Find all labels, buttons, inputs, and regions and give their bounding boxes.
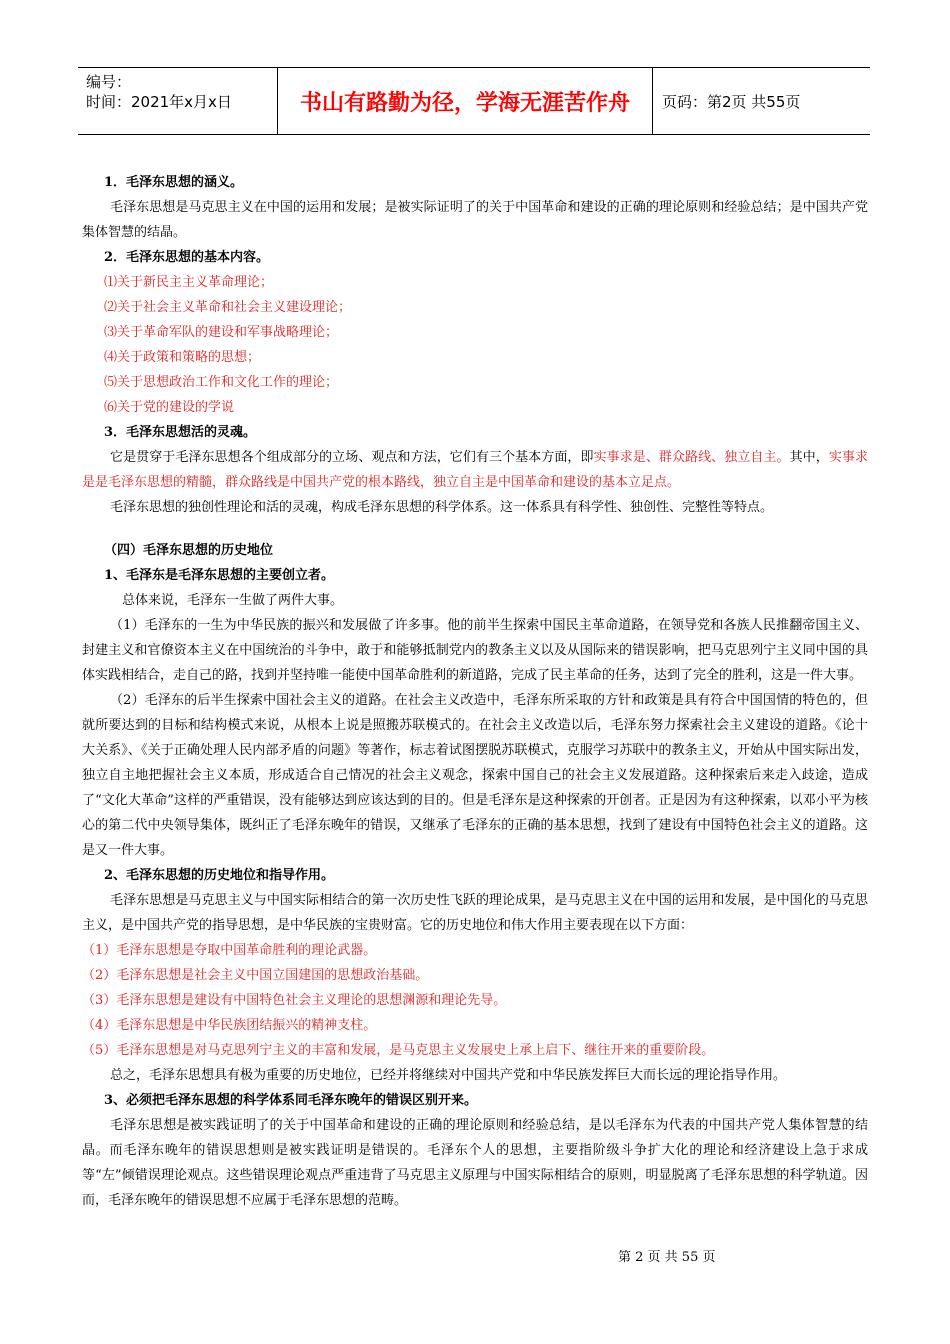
header-meta bbox=[78, 68, 278, 134]
header-page-info: 页码：第2页 共55页 bbox=[662, 92, 801, 111]
section-4-3-title: 3、必须把毛泽东思想的科学体系同毛泽东晚年的错误区别开来。 bbox=[104, 1093, 478, 1108]
s3-text-b: 其中， bbox=[789, 450, 829, 465]
section-4-1-paragraph-2: （2）毛泽东的后半生探索中国社会主义的道路。在社会主义改造中，毛泽东所采取的方针和政策是具有符合中国国情的特色的，但就所要达到的目标和结构模式来说，从根本上说是照搬苏联模式的。在社会主义改造以后，毛泽东努力探索社会主义建设的道路。《论十大关系》、《关于正确处理人民内部矛盾的问题》等著作，标志着试图摆脱苏联模式，克服学习苏联中的教条主义，开始从中国实际出发，独立自主地把握社会主义本质，形成适合自己情况的社会主义观念，探索中国自己的社会主义发展道路。这种探索后来走入歧途，造成了“文化大革命”这样的严重错误，没有能够达到应该达到的目的。但是毛泽东是这种探索的开创者。正是因为有这种探索，以邓小平为核心的第二代中央领导集体，既纠正了毛泽东晚年的错误，又继承了毛泽东的正确的基本思想，找到了建设有中国特色社会主义的道路。这是又一件大事。 bbox=[82, 693, 868, 858]
section-4-1-intro: 总体来说，毛泽东一生做了两件大事。 bbox=[122, 593, 344, 608]
section-3-title: 3．毛泽东思想活的灵魂。 bbox=[104, 425, 257, 440]
role-item-4: （4）毛泽东思想是中华民族团结振兴的精神支柱。 bbox=[82, 1018, 377, 1033]
page-footer: 第 2 页 共 55 页 bbox=[618, 1250, 716, 1265]
header-motto: 书山有路勤为径，学海无涯苦作舟 bbox=[278, 68, 653, 134]
section-4-2-title: 2、毛泽东思想的历史地位和指导作用。 bbox=[104, 868, 335, 883]
section-4-3-paragraph: 毛泽东思想是被实践证明了的关于中国革命和建设的正确的理论原则和经验总结，是以毛泽东为代表的中国共产党人集体智慧的结晶。而毛泽东晚年的错误思想则是被实践证明是错误的。毛泽东个人的思想，主要指阶级斗争扩大化的理论和经济建设上急于求成等“左”倾错误理论观点。这些错误理论观点严重违背了马克思主义原理与中国实际相结合的原则，明显脱离了毛泽东思想的科学轨道。因而，毛泽东晚年的错误思想不应属于毛泽东思想的范畴。 bbox=[82, 1118, 868, 1208]
section-1-title: 1．毛泽东思想的涵义。 bbox=[104, 175, 244, 190]
section-3-paragraph-1 bbox=[82, 445, 868, 495]
s3-text-a: 它是贯穿于毛泽东思想各个组成部分的立场、观点和方法，它们有三个基本方面，即 bbox=[110, 450, 594, 465]
header-number-label: 编号： bbox=[86, 73, 132, 91]
role-item-3: （3）毛泽东思想是建设有中国特色社会主义理论的思想渊源和理论先导。 bbox=[82, 993, 507, 1008]
content-item-1: ⑴关于新民主主义革命理论； bbox=[104, 275, 274, 290]
spacer bbox=[82, 520, 868, 538]
content-item-3: ⑶关于革命军队的建设和军事战略理论； bbox=[104, 325, 339, 340]
content-item-5: ⑸关于思想政治工作和文化工作的理论； bbox=[104, 375, 339, 390]
s3-red-1: 实事求是、群众路线、独立自主。 bbox=[593, 450, 790, 465]
section-4-2-paragraph: 毛泽东思想是马克思主义与中国实际相结合的第一次历史性飞跃的理论成果，是马克思主义在中国的运用和发展，是中国化的马克思主义，是中国共产党的指导思想，是中华民族的宝贵财富。它的历史地位和伟大作用主要表现在以下方面： bbox=[82, 893, 868, 933]
content-item-4: ⑷关于政策和策略的思想； bbox=[104, 350, 261, 365]
section-1-text: 毛泽东思想是马克思主义在中国的运用和发展；是被实际证明了的关于中国革命和建设的正确的理论原则和经验总结；是中国共产党集体智慧的结晶。 bbox=[82, 200, 868, 240]
section-4-1-title: 1、毛泽东是毛泽东思想的主要创立者。 bbox=[104, 568, 335, 583]
content-item-2: ⑵关于社会主义革命和社会主义建设理论； bbox=[104, 300, 352, 315]
role-item-1: （1）毛泽东思想是夺取中国革命胜利的理论武器。 bbox=[82, 943, 377, 958]
page-header bbox=[78, 67, 870, 135]
content-item-6: ⑹关于党的建设的学说 bbox=[104, 400, 235, 415]
section-2-title: 2．毛泽东思想的基本内容。 bbox=[104, 250, 270, 265]
section-4-1-paragraph-1: （1）毛泽东的一生为中华民族的振兴和发展做了许多事。他的前半生探索中国民主革命道路，在领导党和各族人民推翻帝国主义、封建主义和官僚资本主义在中国统治的斗争中，敢于和能够抵制党内的教条主义以及从国际来的错误影响，把马克思列宁主义同中国的具体实践相结合，走自己的路，找到并坚持唯一能使中国革命胜利的新道路，完成了民主革命的任务，达到了完全的胜利，这是一件大事。 bbox=[82, 618, 868, 683]
document-body bbox=[82, 170, 868, 1213]
section-4-title: （四）毛泽东思想的历史地位 bbox=[104, 543, 274, 558]
role-item-5: （5）毛泽东思想是对马克思列宁主义的丰富和发展，是马克思主义发展史上承上启下、继往开来的重要阶段。 bbox=[82, 1043, 715, 1058]
s3-red-2: 实事求是是毛泽东思想的精髓，群众路线是中国共产党的根本路线，独立自主是中国革命和建设的基本立足点。 bbox=[82, 450, 868, 490]
section-4-2-summary: 总之，毛泽东思想具有极为重要的历史地位，已经并将继续对中国共产党和中华民族发挥巨大而长远的理论指导作用。 bbox=[110, 1068, 787, 1083]
section-3-paragraph-2: 毛泽东思想的独创性理论和活的灵魂，构成毛泽东思想的科学体系。这一体系具有科学性、独创性、完整性等特点。 bbox=[110, 500, 774, 515]
role-item-2: （2）毛泽东思想是社会主义中国立国建国的思想政治基础。 bbox=[82, 968, 429, 983]
header-time-label: 时间：2021年x月x日 bbox=[86, 93, 232, 111]
